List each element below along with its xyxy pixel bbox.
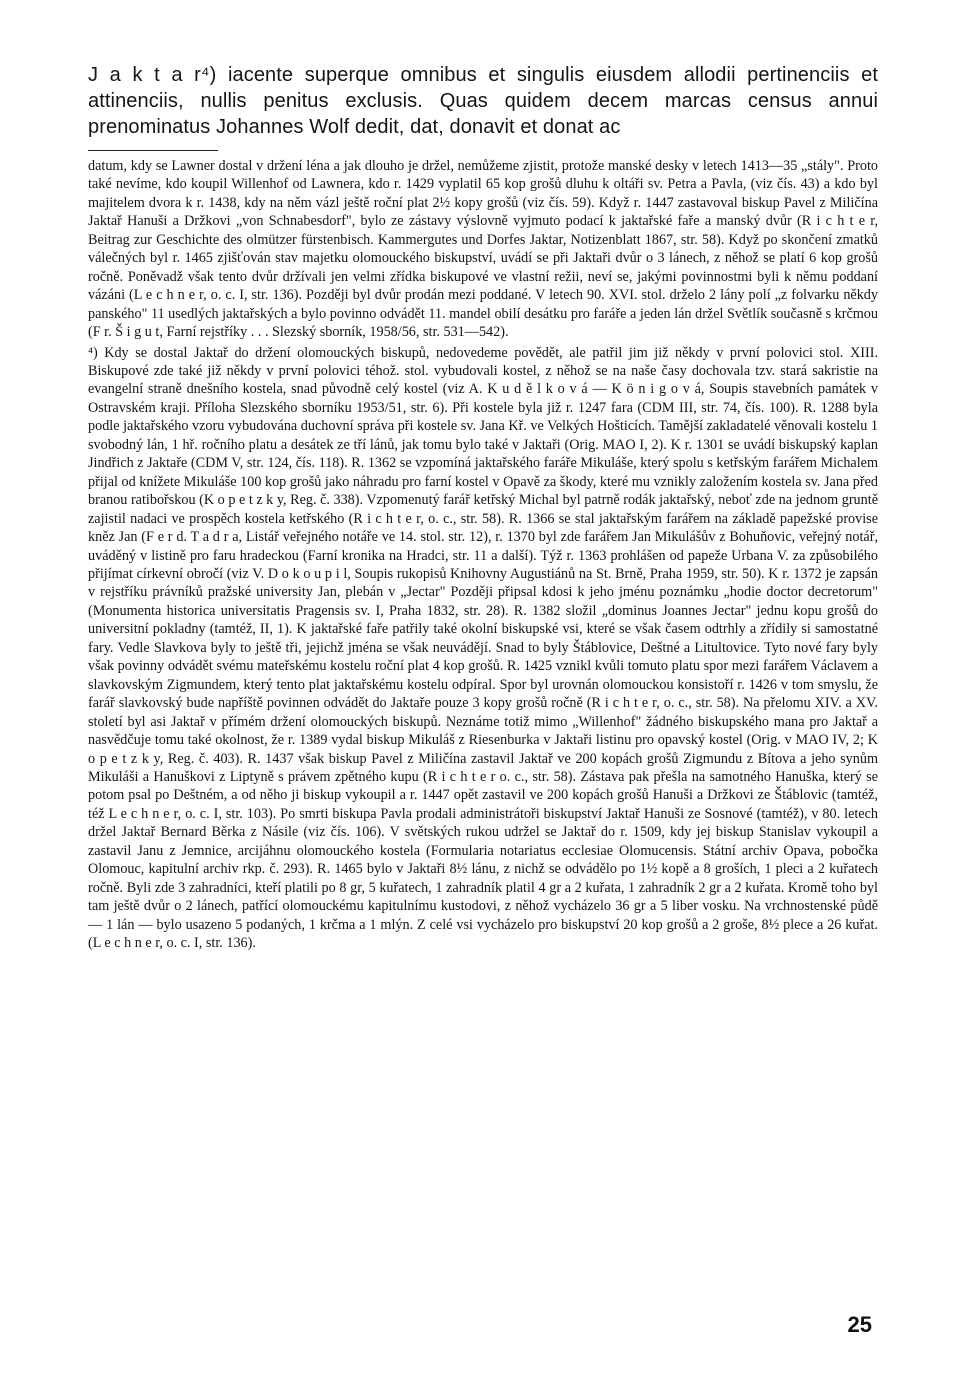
main-paragraph: J a k t a r⁴) iacente superque omnibus et singulis eiusdem allodii pertinenciis et attinenciis, nullis penitus exclusis. Quas quidem decem marcas census annui prenominatus Johannes Wolf dedit, dat, donavit et donat ac [88, 64, 878, 138]
footnote-4: ⁴) Kdy se dostal Jaktař do držení olomouckých biskupů, nedovedeme povědět, ale patřil jim již někdy v první polovici stol. XIII. Biskupové zde také již někdy v první polovici téhož. stol. vybudovali kostel, z něhož se na naše časy dochovala tzv. stará sakristie na evangelní straně dnešního kostela, snad původně celý kostel (viz A. K u d ě l k o v á — K ö n i g o v á, Soupis stavebních památek v Ostravském kraji. Příloha Slezského sborníku 1953/51, str. 6). Při kostele byla již r. 1247 fara (CDM III, str. 74, čís. 100). R. 1288 byla podle jaktařského vzoru vybudována duchovní správa při kostele sv. Jana Kř. ve Velkých Hošticích. Tamější zakladatelé věnovali kostelu 1 svobodný lán, 1 hř. ročního platu a desátek ze tří lánů, jak tomu bylo také v Jaktaři (Orig. MAO I, 2). K r. 1301 se uvádí biskupský kaplan Jindřich z Jaktaře (CDM V, str. 124, čís. 118). R. 1362 se vzpomíná jaktařského faráře Mikuláše, který spolu s ketřským farářem Michalem přijal od knížete Mikuláše 100 kop grošů jako náhradu pro farní kostel v Opavě za škody, které mu vznikly založením kostela sv. Jana před branou ratibořskou (K o p e t z k y, Reg. č. 338). Vzpomenutý farář ketřský Michal byl patrně rodák jaktařský, neboť zde na jednom gruntě zajistil nadaci ve prospěch kostela ketřského (R i c h t e r, o. c., str. 58). R. 1366 se stal jaktařským farářem na základě papežské provise kněz Jan (F e r d. T a d r a, Listář veřejného notáře ve 14. stol. str. 12), r. 1370 byl zde farářem Jan Mikulášův z Bohuňovic, veřejný notář, uváděný v listině pro faru hradeckou (Farní kronika na Hradci, str. 11 a další). Týž r. 1363 prohlášen od papeže Urbana V. za způsobilého přijímat církevní obročí (viz V. D o k o u p i l, Soupis rukopisů Knihovny Augustiánů na St. Brně, Praha 1959, str. 50). K r. 1372 je zapsán v rejstříku právníků pražské university Jan, plebán v „Jectar" Později připsal kdosi k jeho jménu poznámku „hodie doctor decretorum" (Monumenta historica universitatis Pragensis sv. I, Praha 1832, str. 28). R. 1382 složil „dominus Joannes Jectar" jednu kopu grošů do universitní pokladny (tamtéž, II, 1). K jaktařské faře patřily také okolní biskupské vsi, které se však časem odtrhly a zřídily si samostatné fary. Vedle Slavkova byly to ještě tři, jejichž jména se však neuvádějí. Snad to byly Štáblovice, Deštné a Litultovice. Tyto nové fary byly však povinny odvádět svému mateřskému kostelu roční plat 4 kop grošů. R. 1425 vznikl kvůli tomuto platu spor mezi farářem Václavem a slavkovským Zigmundem, který tento plat jaktařskému kostelu odpíral. Spor byl urovnán olomouckou konsistoří r. 1426 v tom smyslu, že farář slavkovský bude napříště povinnen odvádět do Jaktaře pouze 3 kopy grošů ročně (R i c h t e r, o. c., str. 58). Na přelomu XIV. a XV. století byl asi Jaktař v přímém držení olomouckých biskupů. Neznáme totiž mimo „Willenhof" žádného biskupského mana pro Jaktař a nasvědčuje tomu také okolnost, že r. 1389 vydal biskup Mikuláš z Riesenburka v Jaktaři listinu pro opavský kostel (Orig. v MAO IV, 2; K o p e t z k y, Reg. č. 403). R. 1437 však biskup Pavel z Miličína zastavil Jaktař ve 200 kopách grošů Zigmundu z Bítova a jeho synům Mikuláši a Hanuškovi z Liptyně s právem zpětného kupu (R i c h t e r o. c., str. 58). Zástava pak přešla na samotného Hanuška, který se potom psal po Deštném, a od něho ji biskup vykoupil a r. 1447 opět zastavil ve 200 kopách grošů Hanuši a Držkovi ze Štáblovic (tamtéž, též L e c h n e r, o. c. I, str. 103). Po smrti biskupa Pavla prodali administrátoři biskupství Jaktař Hanuši ze Sosnové (tamtéž), v 80. letech držel Jaktař Bernard Běrka z Násile (viz čís. 106). V světských rukou udržel se Jaktař do r. 1509, kdy jej biskup Stanislav vykoupil a zastavil Janu z Jemnice, arcijáhnu olomouckého kostela (Formularia notariatus ecclesiae Olomucensis. Státní archiv Opava, pobočka Olomouc, kapitulní archiv rkp. č. 293). R. 1465 bylo v Jaktaři 8½ lánu, z nichž se odvádělo po 1½ kopě a 8 groších, 1 pleci a 2 kuřatech ročně. Byli zde 3 zahradníci, kteří platili po 8 gr, 5 kuřatech, 1 zahradník platil 4 gr a 2 kuřata, 1 zahradník 2 gr a 2 kuřata. Kromě toho byl tam ještě dvůr o 2 lánech, patřící olomouckému kapitulnímu kustodovi, z něhož vycházelo 36 gr a 5 liber vosku. Na vrchnostenské půdě — 1 lán — bylo usazeno 5 podaných, 1 krčma a 1 mlýn. Z celé vsi vycházelo pro biskupství 20 kop grošů a 2 groše, 8½ plece a 26 kuřat. (L e c h n e r, o. c. I, str. 136). [88, 344, 878, 952]
page-number: 25 [847, 1312, 872, 1337]
footnote-separator [88, 150, 218, 151]
page-body [88, 62, 878, 952]
footnote-3-continuation: datum, kdy se Lawner dostal v držení léna a jak dlouho je držel, nemůžeme zjistit, protože manské desky v letech 1413—35 „stály". Proto také nevíme, kdo koupil Willenhof od Lawnera, kdo r. 1429 vyplatil 65 kop grošů dluhu k oltáři sv. Petra a Pavla, (viz čís. 43) a kdo byl majitelem dvora k r. 1438, kdy na něm vázl ještě roční plat 2½ kopy grošů (viz čís. 59). Když r. 1447 zastavoval biskup Pavel z Miličína Jaktař Hanuši a Držkovi „von Schnabesdorf", bylo ze zástavy výslovně vyjmuto podací k jaktařské faře a manský dvůr (R i c h t e r, Beitrag zur Geschichte des olmützer fürstenbisch. Kammergutes und Dorfes Jaktar, Notizenblatt 1867, str. 58). Když po skončení zmatků válečných byl r. 1465 zjišťován stav majetku olomouckého biskupství, uvádí se při Jaktaři dvůr o 3 lánech, z něhož se platí 6 kop grošů ročně. Poněvadž však tento dvůr držívali jen velmi zřídka biskupové ve vlastní režii, neví se, jakými povinnostmi byli k němu poddaní vázáni (L e c h n e r, o. c. I, str. 136). Později byl dvůr prodán mezi poddané. V letech 90. XVI. stol. drželo 2 lány polí „z folvarku někdy panského" 11 usedlých jaktařských a bylo povinno odvádět 11. mandel obilí desátku pro faráře a jeden lán držel Světlík současně s krčmou (F r. Š i g u t, Farní rejstříky . . . Slezský sborník, 1958/56, str. 531—542). [88, 158, 878, 341]
